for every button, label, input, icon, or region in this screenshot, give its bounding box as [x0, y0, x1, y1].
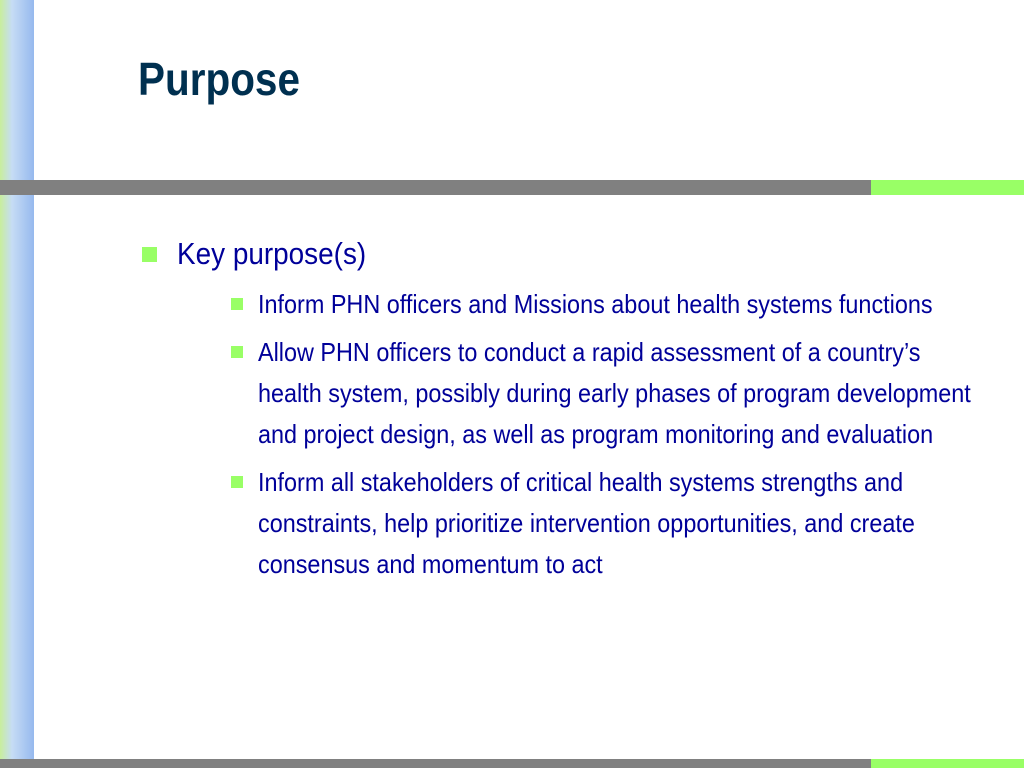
sub-bullet-item	[177, 284, 960, 325]
sub-bullet-list	[177, 284, 971, 585]
sub-bullet-text: Inform all stakeholders of critical health systems strengths and constraints, help prioritize intervention opportunities, and create consensus and momentum to act	[258, 467, 915, 579]
square-bullet-icon	[231, 476, 243, 488]
square-bullet-icon	[142, 247, 157, 262]
header-rule	[0, 180, 871, 195]
bullet-item	[140, 234, 971, 585]
slide-body	[140, 234, 971, 592]
left-accent-bar	[0, 0, 34, 768]
sub-bullet-item	[177, 332, 971, 455]
bullet-text: Key purpose(s)	[177, 236, 367, 271]
sub-bullet-text: Allow PHN officers to conduct a rapid assessment of a country’s health system, possibly during early phases of program development and project design, as well as program monitoring and evaluation	[258, 337, 971, 449]
square-bullet-icon	[231, 346, 243, 358]
footer-rule-accent	[871, 759, 1024, 768]
sub-bullet-item	[177, 462, 960, 585]
square-bullet-icon	[231, 298, 243, 310]
header-rule-accent	[871, 180, 1024, 195]
footer-rule	[0, 759, 871, 768]
sub-bullet-text: Inform PHN officers and Missions about health systems functions	[258, 289, 933, 319]
slide-title: Purpose	[138, 53, 300, 105]
bullet-list	[140, 234, 971, 585]
